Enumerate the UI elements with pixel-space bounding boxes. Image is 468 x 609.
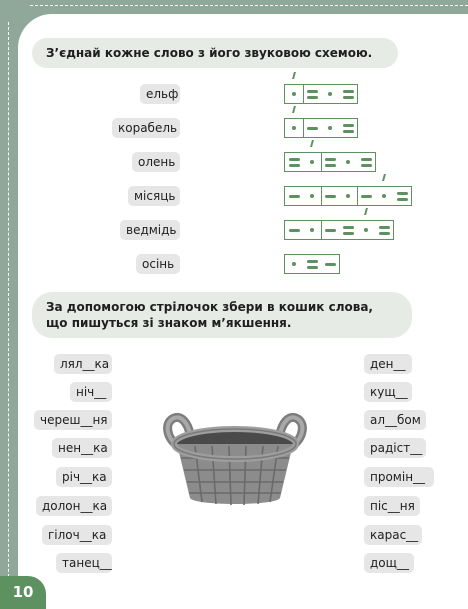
word-tile-right[interactable]: кущ__ (364, 382, 412, 402)
vowel-sound-mark (285, 255, 303, 273)
word-tile-left[interactable]: танец__ (56, 553, 112, 573)
sound-scheme[interactable] (284, 254, 340, 274)
vowel-sound-mark (303, 153, 321, 171)
vowel-sound-mark (339, 153, 357, 171)
soft-consonant-mark (393, 187, 411, 205)
word-tile-right[interactable]: дощ__ (364, 553, 414, 573)
word-tile-left[interactable]: нен__ка (52, 438, 112, 458)
word-tile-left[interactable]: ніч__ (70, 382, 112, 402)
word-tile[interactable]: ельф (140, 84, 180, 104)
page-number: 10 (0, 576, 46, 609)
task1-instruction (32, 38, 398, 68)
frame-stitch-top (30, 5, 468, 6)
frame-stitch-left (8, 22, 9, 592)
word-tile-left[interactable]: долон__ка (36, 496, 112, 516)
soft-consonant-mark (303, 255, 321, 273)
task2-instruction (32, 292, 412, 338)
basket-icon[interactable] (160, 394, 310, 512)
word-tile[interactable]: ведмідь (120, 220, 180, 240)
soft-consonant-mark (339, 119, 357, 137)
sound-scheme[interactable] (284, 84, 358, 104)
word-tile-right[interactable]: промін__ (364, 467, 434, 487)
hard-consonant-mark (285, 187, 303, 205)
task2-instruction-line1: За допомогою стрілочок збери в кошик слова, (46, 300, 373, 314)
word-tile-left[interactable]: лял__ка (54, 354, 112, 374)
sound-scheme[interactable] (284, 220, 394, 240)
word-tile-right[interactable]: ал__бом (364, 410, 426, 430)
vowel-sound-mark (357, 221, 375, 239)
word-tile[interactable]: осінь (136, 254, 180, 274)
task2-instruction-line2: що пишуться зі знаком м’якшення. (46, 316, 292, 330)
word-tile-left[interactable]: череш__ня (34, 410, 112, 430)
word-tile[interactable]: місяць (128, 186, 180, 206)
vowel-sound-mark (303, 187, 321, 205)
vowel-sound-mark (375, 187, 393, 205)
word-tile-left[interactable]: річ__ка (56, 467, 112, 487)
word-tile[interactable]: корабель (112, 118, 180, 138)
soft-consonant-mark (375, 221, 393, 239)
task1-instruction-text: З’єднай кожне слово з його звуковою схемою. (46, 46, 373, 60)
hard-consonant-mark (321, 255, 339, 273)
hard-consonant-mark (285, 221, 303, 239)
soft-consonant-mark (303, 85, 321, 103)
word-tile[interactable]: олень (132, 152, 180, 172)
soft-consonant-mark (357, 153, 375, 171)
word-tile-right[interactable]: радіст__ (364, 438, 426, 458)
soft-consonant-mark (339, 85, 357, 103)
word-tile-right[interactable]: карас__ (364, 525, 422, 545)
word-tile-right[interactable]: піс__ня (364, 496, 420, 516)
sound-scheme[interactable] (284, 152, 376, 172)
word-tile-left[interactable]: гілоч__ка (42, 525, 112, 545)
vowel-sound-mark (303, 221, 321, 239)
vowel-sound-mark (339, 187, 357, 205)
soft-consonant-mark (339, 221, 357, 239)
hard-consonant-mark (321, 221, 339, 239)
vowel-sound-mark (321, 85, 339, 103)
vowel-sound-mark (285, 85, 303, 103)
vowel-sound-mark (321, 119, 339, 137)
sound-scheme[interactable] (284, 118, 358, 138)
hard-consonant-mark (321, 187, 339, 205)
hard-consonant-mark (357, 187, 375, 205)
word-tile-right[interactable]: ден__ (364, 354, 412, 374)
hard-consonant-mark (303, 119, 321, 137)
soft-consonant-mark (321, 153, 339, 171)
vowel-sound-mark (285, 119, 303, 137)
soft-consonant-mark (285, 153, 303, 171)
sound-scheme[interactable] (284, 186, 412, 206)
